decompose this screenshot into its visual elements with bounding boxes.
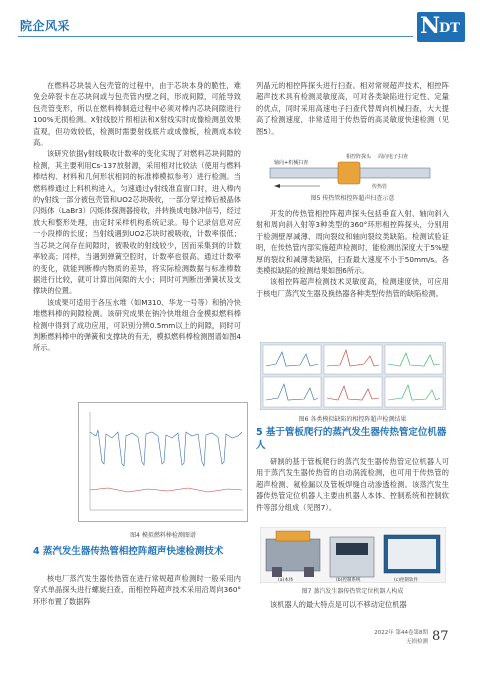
page-number: 87	[432, 629, 449, 644]
scan-diagram	[260, 148, 440, 190]
paragraph: 该成果可适用于各压水堆（如M310、华龙一号等）和钠冷快堆燃料棒的间隙检测。该研究成果在钠冷快堆组合金模拟燃料棒检测中得到了成功应用，可识别分辨0.5mm以上的间隙，同时可判断燃料棒中的弹簧和支撑块的有无，模拟燃料棒检测图谱如图4所示。	[33, 297, 241, 353]
label-c: (c)控制软件	[394, 578, 418, 583]
panel	[324, 377, 382, 407]
figure-5-caption: 图5 传热管相控阵超声扫查示意	[310, 195, 395, 202]
paragraph: 列晶元的相控阵探头进行扫查。相对常规超声技术，相控阵超声技术具有检测灵敏度高，可对各类缺陷进行定性、定量的优点，同时采用高速电子扫查代替周向机械扫查，大大提高了检测速度，非常适用于传热管的高灵敏度快速检测（见图5）。	[256, 81, 449, 136]
figure-7-caption: 图7 蒸汽发生器传热管定位机器人构成	[301, 588, 404, 595]
robot-body-shape	[266, 539, 320, 571]
journal-name: 无损检测	[405, 639, 428, 645]
panel	[263, 377, 321, 407]
figure-6-results	[260, 342, 446, 410]
paragraph: 在燃料芯块装入包壳管的过程中，由于芯块本身的脆性，难免会碎裂卡在芯块间或与包壳管内壁之间，形成间隙，可能导致包壳管变形，所以在燃料棒制造过程中必须对棒内芯块间隙进行100%无损检测。X射线胶片照相法和X射线实时成像检测虽效果直观，但功效较低，检测时需要射线底片或成像板，检测成本较高。	[33, 81, 241, 148]
logo-letter: N	[420, 13, 441, 39]
control-screen-shape	[336, 543, 368, 555]
paragraph: 该相控阵超声检测技术灵敏度高，检测速度快，可应用于核电厂蒸汽发生器及换热器各种类型传热管的缺陷检测。	[256, 277, 449, 298]
signal-chart	[78, 402, 248, 522]
paragraph: 该机器人的最大特点是可以不移动定位机器	[270, 600, 407, 609]
direction-label: 轴向+机械扫查	[274, 160, 309, 166]
right-column-intro	[256, 80, 449, 137]
paragraph: 核电厂蒸汽发生器传热管在进行常规超声检测时一般采用内穿式单晶探头进行螺旋扫查，而相控阵超声技术采用沿周向360°环形布置了数据阵	[33, 574, 241, 606]
probe-shape	[338, 162, 360, 184]
section-5-text	[256, 456, 449, 513]
section-title: 院企风采	[20, 19, 71, 33]
software-panel-shape	[388, 539, 436, 569]
paragraph: 研制的基于管板爬行的蒸汽发生器传热管定位机器人可用于蒸汽发生器传热管的自动涡流检测，也可用于传热管的超声检测、氦检漏以及管板焊缝自动渗透检测。该蒸汽发生器传热管定位机器人主要由机器人本体、控制系统和控制软件等部分组成（见图7）。	[256, 457, 449, 512]
arrow-head-icon	[274, 184, 280, 188]
result-panels	[260, 342, 446, 410]
label-b: (b)控制系统	[336, 578, 361, 583]
label-a: (a)本体	[278, 578, 294, 583]
robot-leg-shape	[272, 567, 282, 577]
robot-composition	[260, 527, 446, 583]
right-column-text	[256, 208, 449, 299]
paragraph: 开发的传热管相控阵超声探头包括垂直入射、轴向斜入射和周向斜入射等3种类型的360°环形相控阵探头，分别用于检测壁厚减薄、周向裂纹和轴向裂纹类缺陷。检测试验证明，在传热管内部实施超声检测时，能检测出深度大于5%壁厚的裂纹和减薄类缺陷，扫查最大速度不小于50mm/s。各类模拟缺陷的检测结果如图6所示。	[256, 209, 449, 276]
header-rule	[18, 36, 413, 37]
robot-top-shape	[276, 531, 310, 541]
logo-letters: DT	[439, 21, 460, 36]
issue-info: 2022年 第44卷第8期	[374, 630, 428, 636]
figure-4-caption: 图4 模拟燃料棒检测图谱	[130, 532, 196, 539]
figure-4-chart	[78, 402, 248, 522]
panel	[385, 377, 443, 407]
panel	[385, 345, 443, 374]
tube-label: 传热管	[372, 184, 388, 190]
section-4-heading: 4 蒸汽发生器传热管相控阵超声快速检测技术	[33, 546, 224, 557]
section-4-text	[33, 573, 241, 607]
figure-7-robot	[260, 527, 446, 583]
figure-6-caption: 图6 各类模拟缺陷的相控阵超声检测结果	[298, 416, 407, 423]
probe-label: 相控阵探头	[346, 154, 372, 160]
figure-5-diagram	[260, 148, 440, 190]
panel	[263, 345, 321, 374]
right-column-last-line	[256, 599, 449, 610]
paragraph: 该研究依据γ射线吸收计数率的变化实现了对燃料芯块间隙的检测，其主要利用Cs-137放射源，采用相对比较法（使用与燃料棒结构、材料和几何形状相同的标准棒模拟参考）进行检测。当燃料棒通过上料机构进入，匀速通过γ射线准直窗口时，进入棒内的γ射线一部分被包壳管和UO2芯块吸收，一部分穿过棒后被晶体闪烁体（LaBr3）闪烁体探测器接收，并转换成电脉冲信号，经过放大和整形处理，由定时采样机构系统记录。每个记录信息对应一小段棒的长度；当射线遇到UO2芯块时被吸收，计数率很低；当芯块之间存在间隙时，被吸收的射线较少，因而采集到的计数率较高；同样，当遇到弹簧空腔时，计数率也很高。通过计数率的变化，就能判断棒内物质的差异，将实际检测数据与标准棒数据进行比较，就可计算出间隙的大小；同时可判断出弹簧状及支撑块的位置。	[33, 149, 241, 296]
left-column-text	[33, 80, 241, 354]
robot-leg-shape	[304, 567, 314, 577]
scan-label: 周向电子扫查	[378, 154, 409, 160]
section-5-heading: 5 基于管板爬行的蒸汽发生器传热管定位机器人	[256, 427, 447, 451]
journal-logo	[417, 12, 465, 42]
panel	[324, 345, 382, 374]
